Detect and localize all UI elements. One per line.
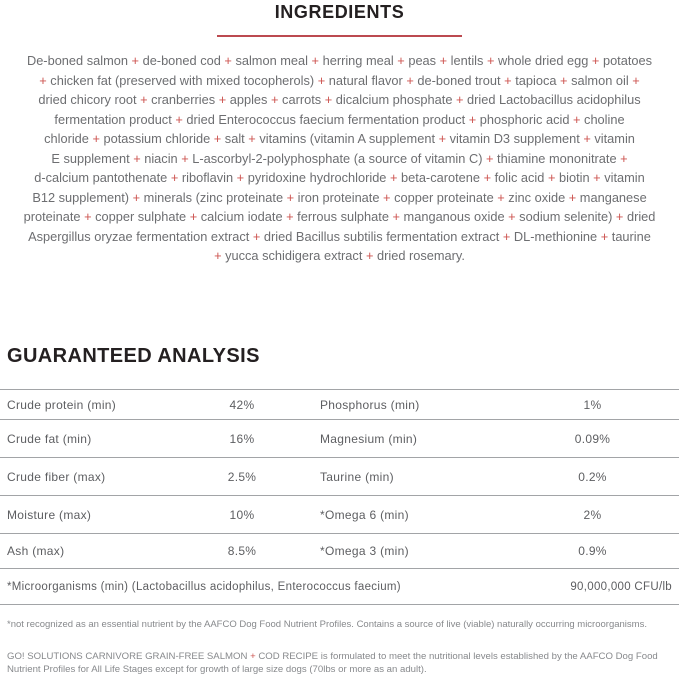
ingredient-line: proteinate + copper sulphate + calcium iodate + ferrous sulphate + manganous oxide + sodium selenite) + dried	[23, 209, 656, 224]
analysis-row	[0, 496, 679, 534]
nutrient-label: Crude fat (min)	[7, 431, 92, 446]
nutrient-value: 42%	[229, 397, 255, 412]
analysis-row	[0, 458, 679, 496]
nutrient-label: Crude fiber (max)	[7, 469, 106, 484]
nutrient-label: Taurine (min)	[320, 469, 394, 484]
recipe-footnote-line: Nutrient Profiles for All Life Stages except for growth of large size dogs (70lbs or more as an adult).	[7, 664, 427, 675]
guaranteed-analysis-title: GUARANTEED ANALYSIS	[7, 345, 260, 367]
nutrient-value: 2.5%	[227, 469, 257, 484]
nutrient-value: 2%	[583, 507, 602, 522]
microorganisms-value: 90,000,000 CFU/lb	[570, 580, 672, 593]
analysis-row	[0, 390, 679, 420]
nutrient-value: 0.2%	[578, 469, 607, 484]
recipe-footnote-line: GO! SOLUTIONS CARNIVORE GRAIN-FREE SALMON + COD RECIPE is formulated to meet the nutritional levels established by the AAFCO Dog Food	[7, 651, 658, 662]
ingredient-line: chloride + potassium chloride + salt + vitamins (vitamin A supplement + vitamin D3 supplement + vitamin	[44, 131, 635, 146]
nutrient-label: *Omega 6 (min)	[320, 507, 409, 522]
nutrient-value: 16%	[229, 431, 255, 446]
microorganisms-label: *Microorganisms (min) (Lactobacillus acidophilus, Enterococcus faecium)	[7, 580, 401, 593]
ingredients-text	[0, 51, 679, 266]
nutrient-value: 8.5%	[227, 544, 257, 558]
aafco-nutrient-footnote: *not recognized as an essential nutrient by the AAFCO Dog Food Nutrient Profiles. Contains a source of live (viable) naturally occurring microorganisms.	[7, 619, 647, 630]
nutrient-value: 0.09%	[574, 431, 611, 446]
analysis-row	[0, 534, 679, 569]
nutrient-label: *Omega 3 (min)	[320, 544, 409, 558]
ingredient-line: B12 supplement) + minerals (zinc proteinate + iron proteinate + copper proteinate + zinc oxide + manganese	[32, 189, 647, 205]
ingredient-line: De-boned salmon + de-boned cod + salmon meal + herring meal + peas + lentils + whole dried egg + potatoes	[26, 53, 653, 68]
nutrient-label: Moisture (max)	[7, 507, 92, 522]
title-divider	[217, 35, 462, 37]
ingredient-line: Aspergillus oryzae fermentation extract + dried Bacillus subtilis fermentation extract + DL-methionine + taurine	[28, 228, 651, 244]
nutrient-label: Magnesium (min)	[320, 431, 418, 446]
ingredient-line: E supplement + niacin + L-ascorbyl-2-polyphosphate (a source of vitamin C) + thiamine mononitrate +	[51, 150, 628, 166]
ingredient-line: d-calcium pantothenate + riboflavin + pyridoxine hydrochloride + beta-carotene + folic acid + biotin + vitamin	[34, 170, 645, 185]
ingredients-title: INGREDIENTS	[274, 2, 405, 22]
nutrient-value: 10%	[229, 507, 255, 522]
nutrient-label: Ash (max)	[7, 544, 65, 558]
ingredient-line: fermentation product + dried Enterococcus faecium fermentation product + phosphoric acid + choline	[54, 111, 625, 127]
analysis-row	[0, 420, 679, 458]
ingredient-line: dried chicory root + cranberries + apples + carrots + dicalcium phosphate + dried Lactobacillus acidophilus	[38, 92, 641, 107]
nutrient-value: 0.9%	[578, 544, 607, 558]
ingredient-line: + chicken fat (preserved with mixed tocopherols) + natural flavor + de-boned trout + tapioca + salmon oil +	[39, 72, 640, 88]
guaranteed-analysis-table	[0, 389, 679, 605]
nutrient-label: Phosphorus (min)	[320, 397, 420, 412]
nutrient-label: Crude protein (min)	[7, 397, 117, 412]
ingredient-line: + yucca schidigera extract + dried rosemary.	[214, 248, 465, 263]
recipe-formulation-footnote	[7, 650, 672, 676]
nutrient-value: 1%	[583, 397, 602, 412]
microorganisms-row	[0, 569, 679, 605]
